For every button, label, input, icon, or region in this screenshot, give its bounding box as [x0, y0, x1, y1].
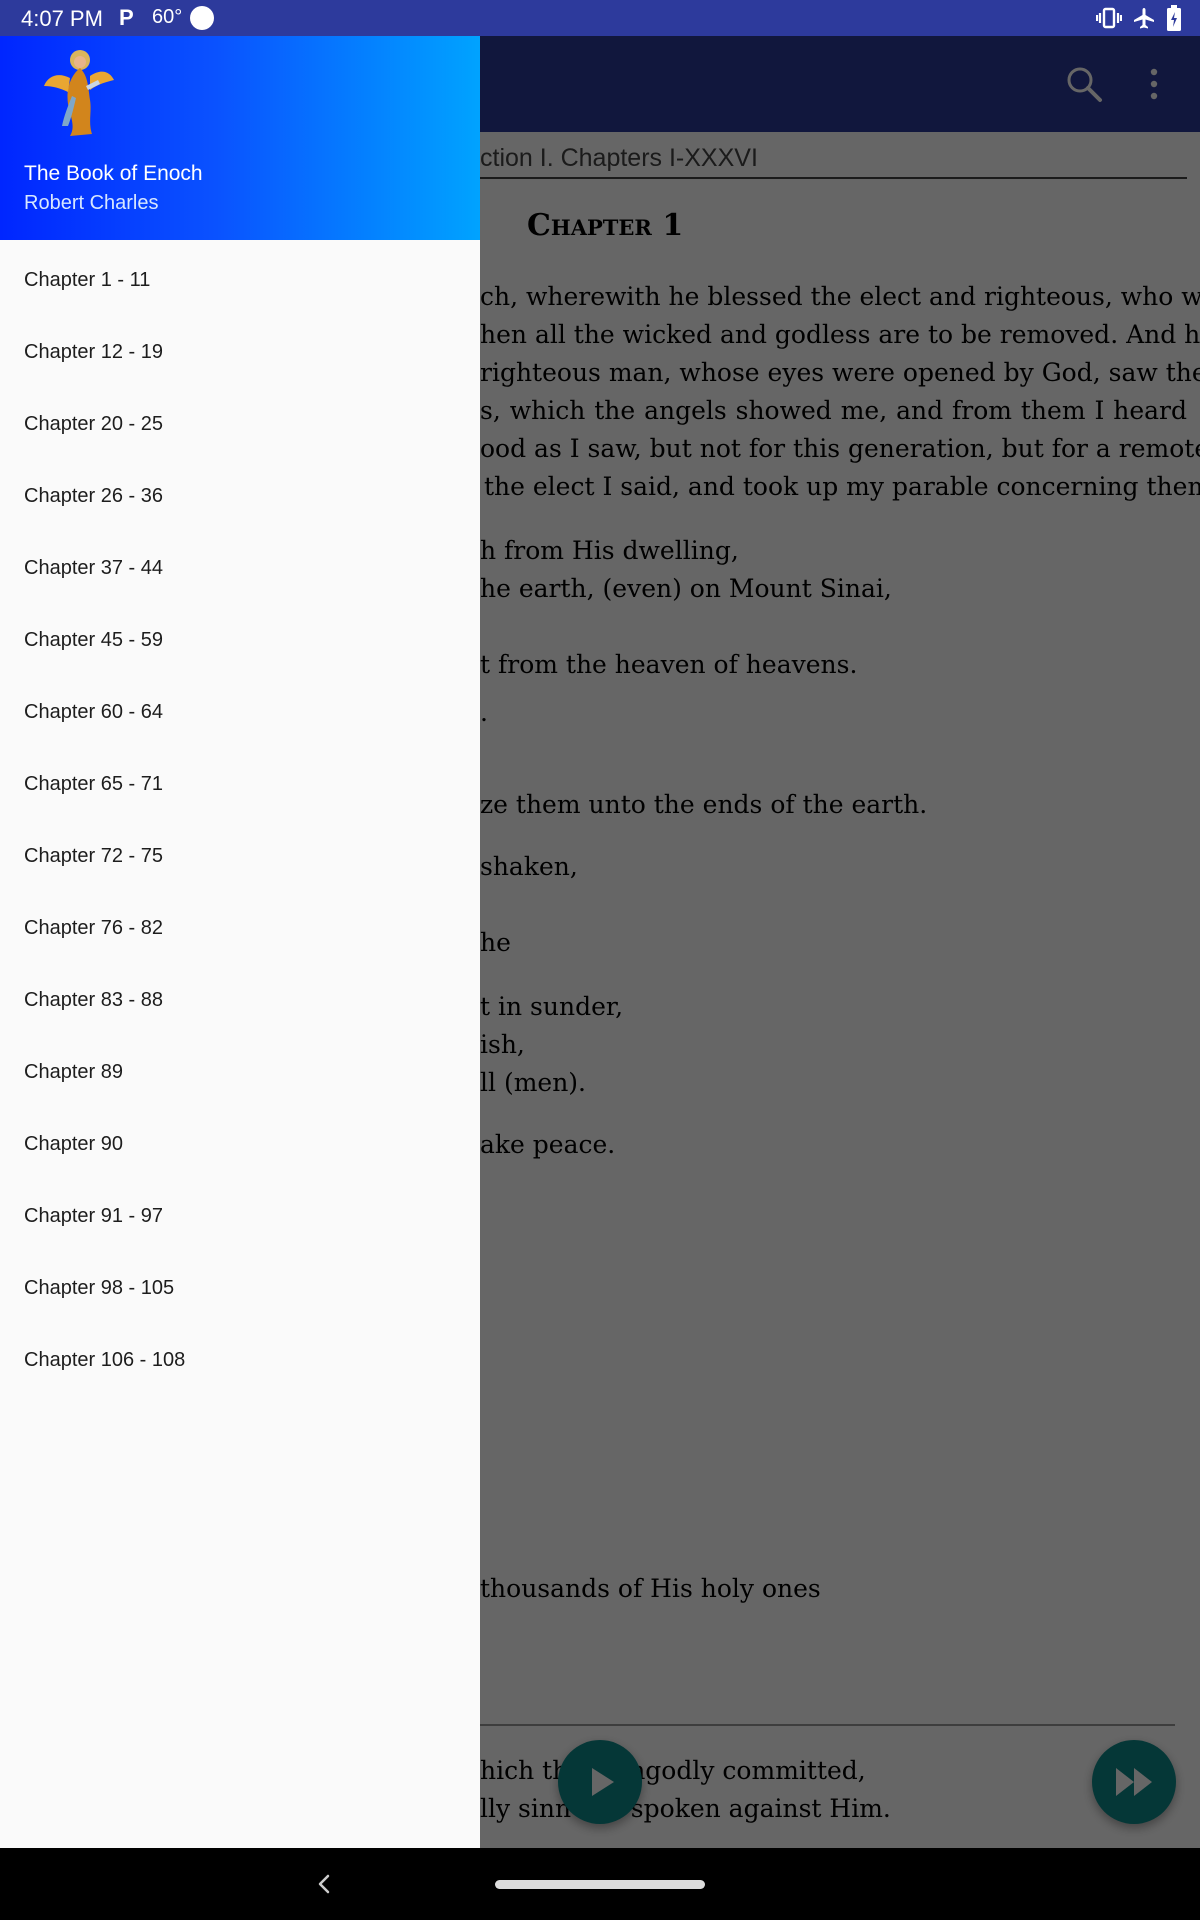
chapter-item[interactable]: Chapter 65 - 71 — [24, 772, 163, 795]
status-time: 4:07 PM — [21, 6, 103, 31]
status-temperature: 60° — [152, 6, 183, 28]
chapter-item[interactable]: Chapter 20 - 25 — [24, 412, 163, 435]
notification-dot-icon — [190, 6, 214, 30]
chapter-item[interactable]: Chapter 12 - 19 — [24, 340, 163, 363]
chapter-item[interactable]: Chapter 106 - 108 — [24, 1348, 186, 1371]
status-icons — [1096, 4, 1182, 32]
navigation-drawer — [0, 36, 480, 1848]
airplane-mode-icon — [1132, 6, 1156, 30]
chapter-item[interactable]: Chapter 1 - 11 — [24, 268, 151, 291]
chapter-item[interactable]: Chapter 83 - 88 — [24, 988, 163, 1011]
back-icon[interactable] — [312, 1866, 336, 1902]
chapter-item[interactable]: Chapter 89 — [24, 1060, 123, 1083]
chapter-item[interactable]: Chapter 91 - 97 — [24, 1204, 163, 1227]
battery-icon — [1166, 5, 1182, 31]
chapter-item[interactable]: Chapter 72 - 75 — [24, 844, 163, 867]
parking-app-icon: P — [119, 5, 134, 30]
chapter-item[interactable]: Chapter 60 - 64 — [24, 700, 163, 723]
chapter-item[interactable]: Chapter 98 - 105 — [24, 1276, 175, 1299]
chapter-item[interactable]: Chapter 26 - 36 — [24, 484, 163, 507]
status-bar — [0, 0, 1200, 36]
chapter-item[interactable]: Chapter 90 — [24, 1132, 123, 1155]
drawer-header — [0, 36, 480, 240]
home-handle[interactable] — [495, 1880, 705, 1889]
chapter-item[interactable]: Chapter 45 - 59 — [24, 628, 163, 651]
vibrate-icon — [1096, 7, 1122, 29]
drawer-title: The Book of Enoch — [24, 162, 203, 185]
chapter-item[interactable]: Chapter 76 - 82 — [24, 916, 163, 939]
angel-logo-icon — [40, 46, 116, 138]
drawer-subtitle: Robert Charles — [24, 192, 159, 214]
chapter-list — [0, 240, 480, 1392]
chapter-item[interactable]: Chapter 37 - 44 — [24, 556, 163, 579]
system-navigation-bar — [0, 1848, 1200, 1920]
